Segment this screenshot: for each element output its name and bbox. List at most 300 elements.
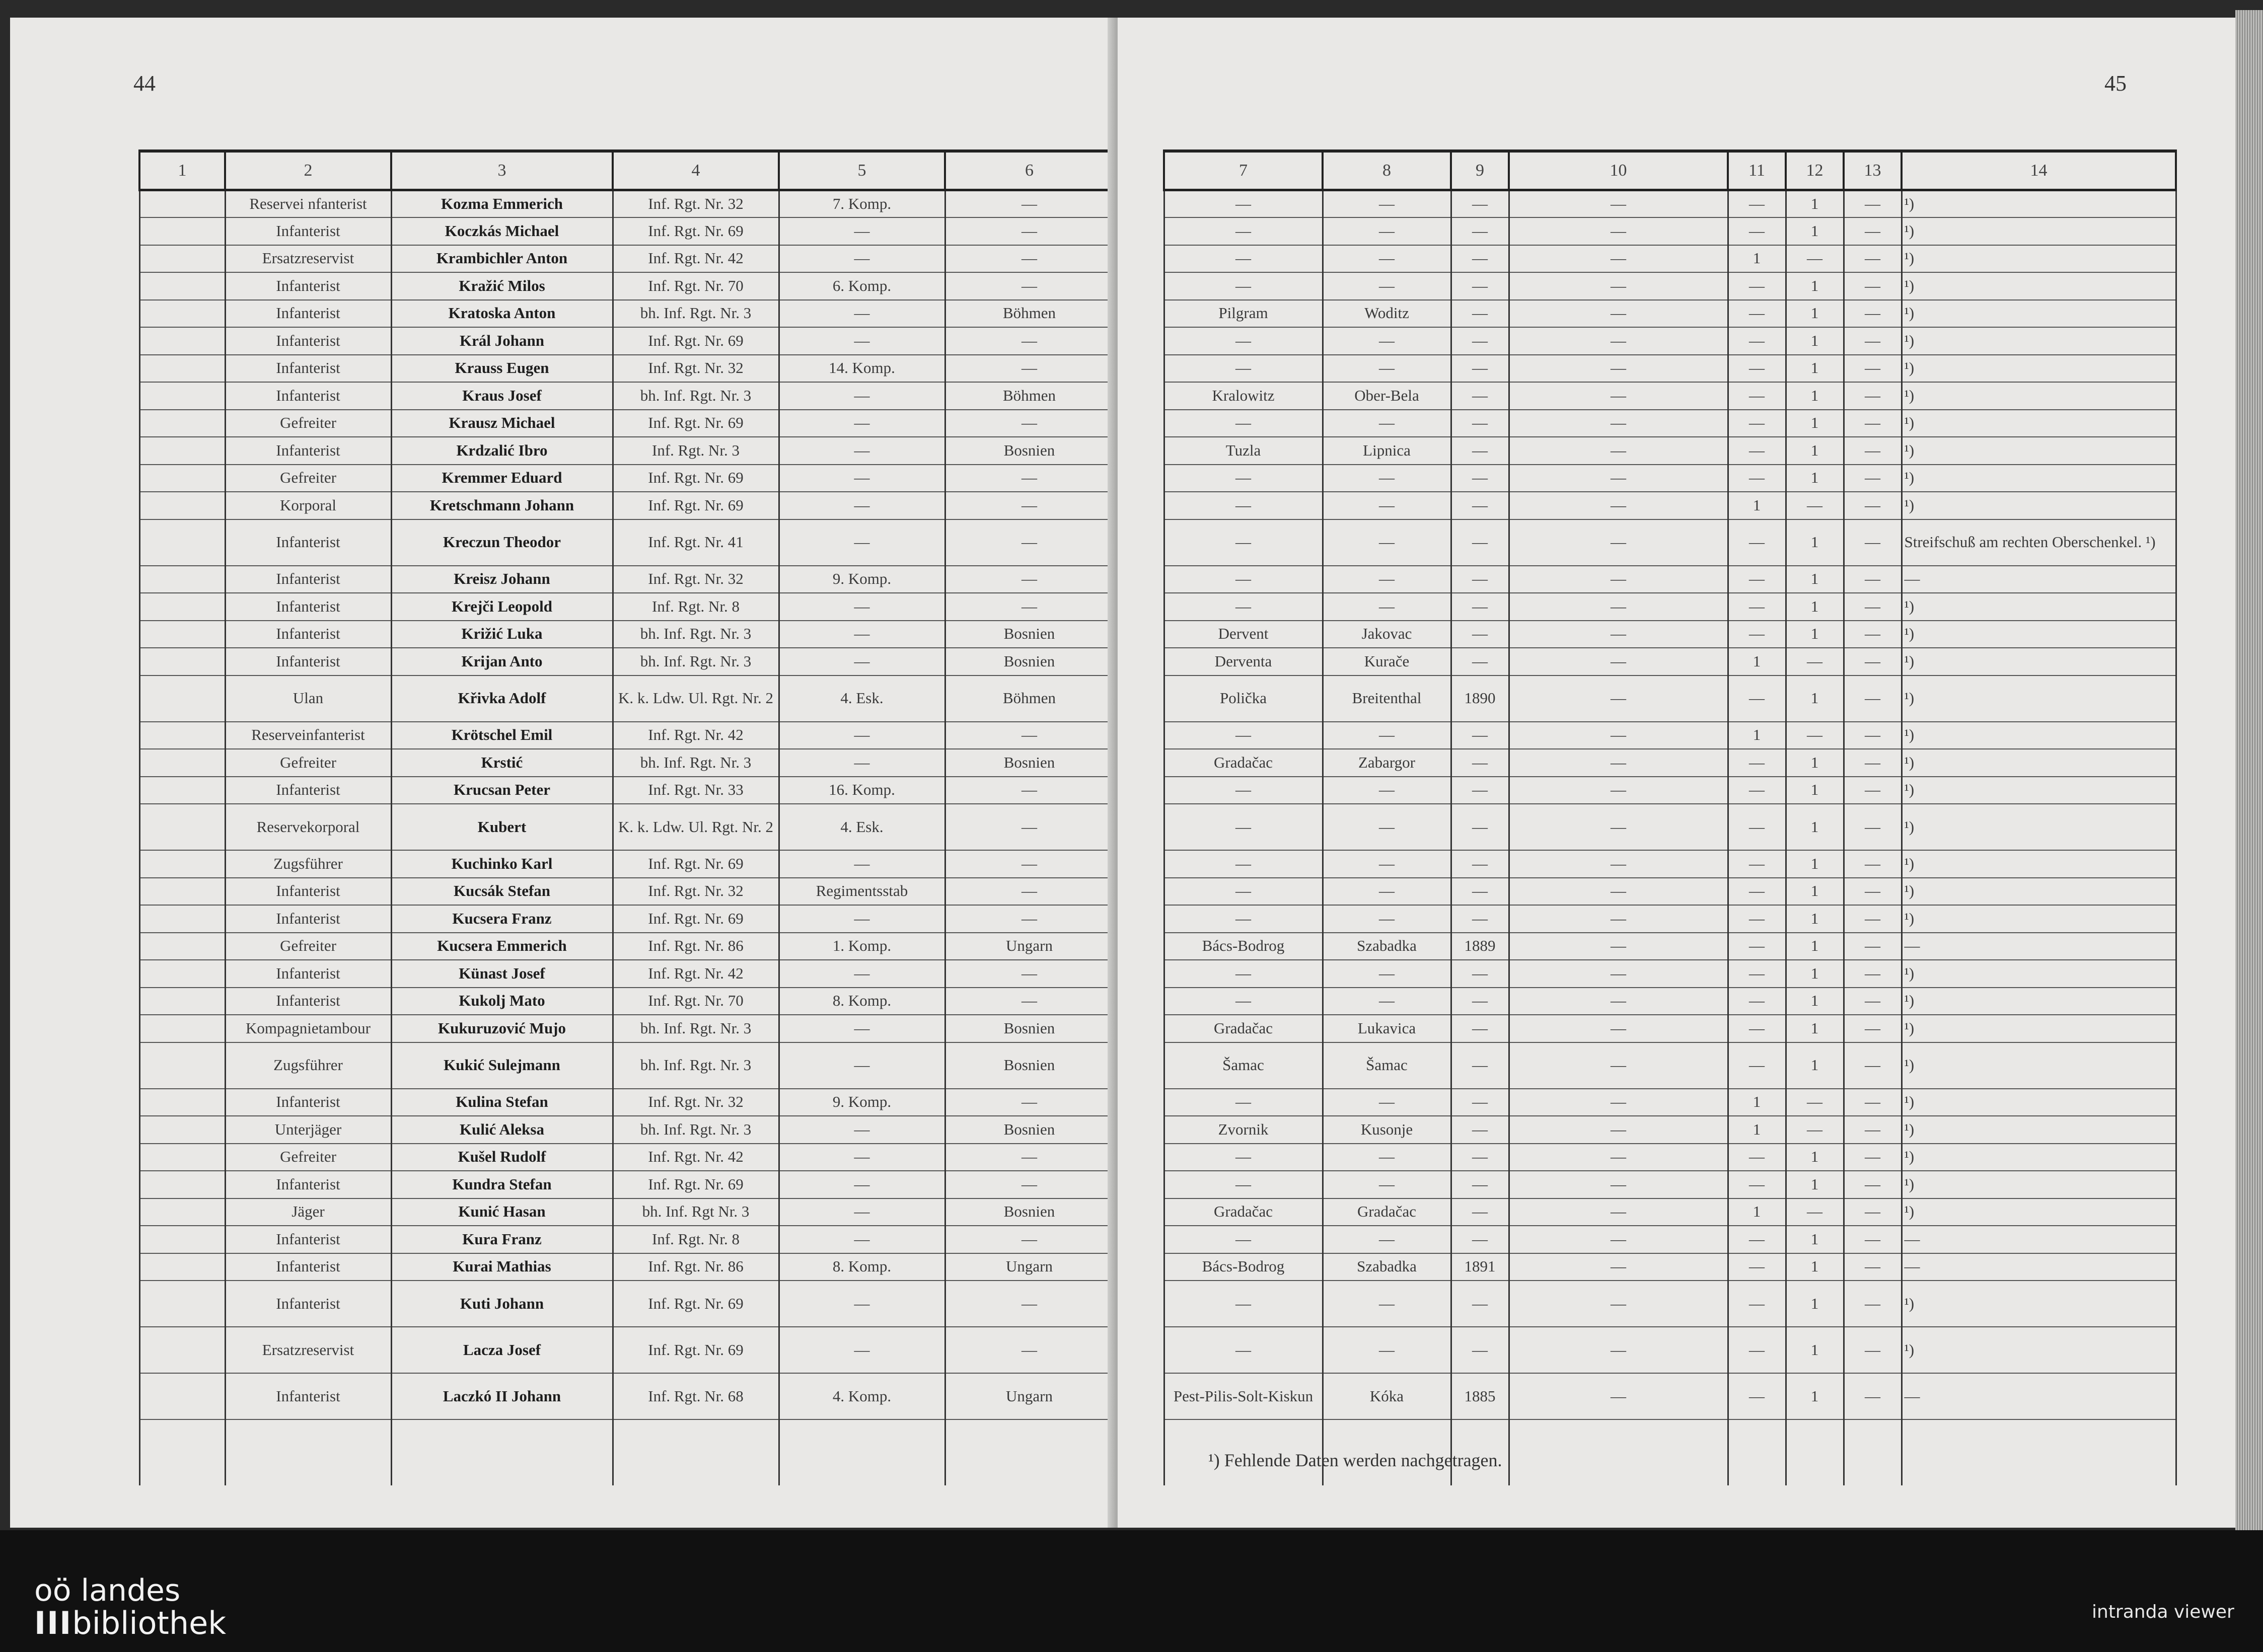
column-header: 3: [391, 151, 613, 190]
table-cell: —: [1451, 217, 1509, 245]
table-cell: bh. Inf. Rgt. Nr. 3: [613, 621, 779, 648]
table-cell: [139, 245, 225, 273]
table-cell: —: [1902, 566, 2176, 593]
table-cell: Kralowitz: [1164, 382, 1323, 410]
table-cell: —: [1844, 878, 1902, 906]
table-cell: 1: [1786, 217, 1844, 245]
table-cell: —: [1844, 519, 1902, 566]
table-cell: Infanterist: [225, 519, 391, 566]
table-cell: —: [1451, 621, 1509, 648]
table-cell: [139, 850, 225, 878]
table-row: [139, 749, 1114, 777]
table-cell: Infanterist: [225, 382, 391, 410]
table-cell: Kubert: [391, 804, 613, 850]
table-cell: [139, 1327, 225, 1373]
table-cell: —: [779, 621, 945, 648]
table-cell: —: [779, 492, 945, 519]
table-cell: 1: [1786, 437, 1844, 465]
table-cell: —: [1451, 1144, 1509, 1171]
table-cell: Zabargor: [1323, 749, 1451, 777]
table-cell: ¹): [1902, 905, 2176, 933]
table-cell: Gradačac: [1323, 1198, 1451, 1226]
table-row: [1164, 190, 2176, 218]
table-cell: 1885: [1451, 1373, 1509, 1419]
table-cell: [139, 382, 225, 410]
table-cell: 9. Komp.: [779, 566, 945, 593]
table-row: [139, 217, 1114, 245]
table-cell: —: [1728, 1253, 1786, 1281]
table-cell: —: [779, 327, 945, 355]
table-cell: —: [945, 190, 1114, 218]
table-row: [139, 327, 1114, 355]
table-cell: Krambichler Anton: [391, 245, 613, 273]
table-cell: Infanterist: [225, 1226, 391, 1253]
table-cell: 1: [1786, 749, 1844, 777]
table-cell: Infanterist: [225, 960, 391, 988]
table-cell: —: [1451, 905, 1509, 933]
table-row: [1164, 1089, 2176, 1116]
table-cell: Šamac: [1164, 1042, 1323, 1089]
table-cell: —: [1509, 382, 1728, 410]
table-cell: Zugsführer: [225, 1042, 391, 1089]
table-cell: —: [1844, 272, 1902, 300]
table-cell: —: [779, 749, 945, 777]
table-cell: 4. Esk.: [779, 804, 945, 850]
table-cell: [139, 1226, 225, 1253]
table-cell: —: [1323, 960, 1451, 988]
table-cell: [139, 1042, 225, 1089]
table-cell: 4. Komp.: [779, 1373, 945, 1419]
table-cell: —: [1786, 1089, 1844, 1116]
table-row: [139, 1015, 1114, 1042]
table-cell: Lacza Josef: [391, 1327, 613, 1373]
table-cell: —: [1164, 1327, 1323, 1373]
table-cell: [139, 988, 225, 1015]
table-cell: Kucsák Stefan: [391, 878, 613, 906]
table-cell: —: [779, 465, 945, 492]
table-cell: —: [1728, 878, 1786, 906]
table-cell: —: [1844, 1281, 1902, 1327]
table-cell: —: [779, 1042, 945, 1089]
table-cell: bh. Inf. Rgt. Nr. 3: [613, 1015, 779, 1042]
table-row: [139, 648, 1114, 675]
table-cell: —: [1451, 492, 1509, 519]
table-cell: Kušel Rudolf: [391, 1144, 613, 1171]
table-cell: —: [1509, 850, 1728, 878]
table-cell: Ungarn: [945, 933, 1114, 960]
table-cell: —: [779, 300, 945, 328]
table-cell: 1: [1786, 300, 1844, 328]
library-logo[interactable]: [34, 1575, 226, 1639]
table-cell: —: [1844, 1198, 1902, 1226]
table-cell: Inf. Rgt. Nr. 41: [613, 519, 779, 566]
table-cell: —: [1844, 749, 1902, 777]
table-cell: [139, 621, 225, 648]
table-row: [1164, 1144, 2176, 1171]
left-page: [10, 18, 1115, 1528]
table-cell: —: [1728, 593, 1786, 621]
table-cell: Krdzalić Ibro: [391, 437, 613, 465]
table-cell: —: [1728, 437, 1786, 465]
table-cell: —: [945, 850, 1114, 878]
table-cell: —: [1451, 1042, 1509, 1089]
table-cell: —: [1902, 1373, 2176, 1419]
table-cell: Pest-Pilis-Solt-Kiskun: [1164, 1373, 1323, 1419]
table-cell: Inf. Rgt. Nr. 69: [613, 1327, 779, 1373]
table-cell: —: [1323, 272, 1451, 300]
table-cell: ¹): [1902, 878, 2176, 906]
table-cell-empty: [225, 1419, 391, 1485]
table-cell: Infanterist: [225, 355, 391, 383]
table-cell: Kóka: [1323, 1373, 1451, 1419]
table-cell: Šamac: [1323, 1042, 1451, 1089]
table-cell: —: [779, 960, 945, 988]
table-cell: —: [1844, 437, 1902, 465]
table-cell: [139, 465, 225, 492]
table-cell: —: [1902, 933, 2176, 960]
table-cell: —: [1509, 355, 1728, 383]
table-cell: 1: [1786, 1144, 1844, 1171]
table-cell: Infanterist: [225, 988, 391, 1015]
table-cell: ¹): [1902, 1015, 2176, 1042]
table-cell: Jäger: [225, 1198, 391, 1226]
table-row: [139, 960, 1114, 988]
table-cell: 1890: [1451, 675, 1509, 722]
table-cell: 1: [1786, 1015, 1844, 1042]
table-cell: —: [1323, 722, 1451, 749]
table-cell: Krstić: [391, 749, 613, 777]
table-cell: —: [1509, 1015, 1728, 1042]
column-header: 5: [779, 151, 945, 190]
table-cell: —: [1164, 777, 1323, 804]
table-cell: 1: [1728, 492, 1786, 519]
table-cell: Kucsera Franz: [391, 905, 613, 933]
table-cell: —: [1164, 519, 1323, 566]
table-cell: Kundra Stefan: [391, 1171, 613, 1198]
table-cell: Inf. Rgt. Nr. 8: [613, 593, 779, 621]
table-cell: Inf. Rgt. Nr. 69: [613, 905, 779, 933]
table-cell: [139, 492, 225, 519]
table-cell: —: [945, 1226, 1114, 1253]
table-cell: 8. Komp.: [779, 1253, 945, 1281]
table-cell: —: [1451, 593, 1509, 621]
table-cell: —: [1509, 1171, 1728, 1198]
table-cell: —: [1509, 988, 1728, 1015]
table-cell: —: [1844, 1373, 1902, 1419]
table-cell: Bosnien: [945, 1116, 1114, 1144]
table-cell: —: [1164, 327, 1323, 355]
table-cell: —: [1509, 905, 1728, 933]
table-cell: Kusonje: [1323, 1116, 1451, 1144]
table-cell: —: [1323, 1089, 1451, 1116]
table-cell: Zugsführer: [225, 850, 391, 878]
table-row: [1164, 1373, 2176, 1419]
table-cell: —: [945, 410, 1114, 437]
table-cell: —: [1844, 1253, 1902, 1281]
table-cell: —: [1728, 355, 1786, 383]
table-cell-empty: [779, 1419, 945, 1485]
table-cell: Inf. Rgt. Nr. 32: [613, 566, 779, 593]
table-cell: 1: [1786, 190, 1844, 218]
table-cell: Inf. Rgt. Nr. 86: [613, 1253, 779, 1281]
casualty-table-left: [138, 149, 1115, 1485]
table-cell: —: [779, 905, 945, 933]
table-cell: —: [779, 382, 945, 410]
table-cell: —: [945, 777, 1114, 804]
table-cell: Ober-Bela: [1323, 382, 1451, 410]
table-cell: —: [1728, 566, 1786, 593]
table-row: [1164, 933, 2176, 960]
table-cell: —: [779, 437, 945, 465]
table-cell: Bosnien: [945, 648, 1114, 675]
table-cell: 1: [1786, 878, 1844, 906]
table-row: [139, 300, 1114, 328]
table-cell: Infanterist: [225, 327, 391, 355]
table-cell: —: [945, 1281, 1114, 1327]
table-cell: Lipnica: [1323, 437, 1451, 465]
table-row: [1164, 1015, 2176, 1042]
table-row: [1164, 1116, 2176, 1144]
table-cell: Lukavica: [1323, 1015, 1451, 1042]
table-cell: —: [1786, 1198, 1844, 1226]
table-cell: Bosnien: [945, 437, 1114, 465]
table-cell: 8. Komp.: [779, 988, 945, 1015]
table-cell: —: [779, 722, 945, 749]
table-row: [139, 1171, 1114, 1198]
table-row: [139, 1253, 1114, 1281]
table-cell: —: [1728, 1373, 1786, 1419]
table-cell: —: [1323, 1226, 1451, 1253]
table-cell: —: [1451, 988, 1509, 1015]
table-cell: Tuzla: [1164, 437, 1323, 465]
table-cell: Reservei nfanterist: [225, 190, 391, 218]
table-cell: 1: [1786, 905, 1844, 933]
table-cell: Inf. Rgt. Nr. 69: [613, 1281, 779, 1327]
table-cell: —: [1509, 1144, 1728, 1171]
table-cell: —: [945, 722, 1114, 749]
table-cell: —: [1509, 1198, 1728, 1226]
table-cell: ¹): [1902, 1042, 2176, 1089]
table-cell: Regimentsstab: [779, 878, 945, 906]
table-cell: 1: [1786, 777, 1844, 804]
table-row: [139, 933, 1114, 960]
table-cell: Korporal: [225, 492, 391, 519]
table-cell: —: [1451, 465, 1509, 492]
table-cell: —: [1509, 804, 1728, 850]
table-cell: —: [1164, 190, 1323, 218]
table-cell: —: [1164, 272, 1323, 300]
table-cell: —: [1323, 217, 1451, 245]
table-cell: 1: [1786, 355, 1844, 383]
table-cell: —: [1164, 566, 1323, 593]
table-cell: —: [1451, 300, 1509, 328]
table-cell: Kukuruzović Mujo: [391, 1015, 613, 1042]
table-cell: —: [1728, 675, 1786, 722]
table-cell: ¹): [1902, 272, 2176, 300]
table-cell: —: [1509, 190, 1728, 218]
table-cell: Inf. Rgt. Nr. 69: [613, 492, 779, 519]
table-cell: —: [1844, 410, 1902, 437]
table-cell: —: [1164, 1281, 1323, 1327]
table-cell: —: [1451, 272, 1509, 300]
table-cell: Kukić Sulejmann: [391, 1042, 613, 1089]
table-cell: —: [1728, 1281, 1786, 1327]
table-row: [1164, 327, 2176, 355]
table-cell: —: [1728, 1015, 1786, 1042]
table-cell: 16. Komp.: [779, 777, 945, 804]
table-cell: —: [1164, 355, 1323, 383]
table-cell: Krötschel Emil: [391, 722, 613, 749]
table-cell: ¹): [1902, 621, 2176, 648]
page-edge-stack: [2235, 10, 2263, 1530]
table-cell: 7. Komp.: [779, 190, 945, 218]
table-cell: —: [1323, 1144, 1451, 1171]
table-cell: [139, 905, 225, 933]
table-cell: —: [945, 1089, 1114, 1116]
table-cell: 1: [1786, 1171, 1844, 1198]
table-cell: —: [1509, 1327, 1728, 1373]
table-cell: 1: [1786, 1253, 1844, 1281]
table-cell: —: [1164, 1226, 1323, 1253]
table-cell: —: [1451, 722, 1509, 749]
table-cell: —: [1509, 1089, 1728, 1116]
table-cell: ¹): [1902, 593, 2176, 621]
table-cell: Inf. Rgt. Nr. 33: [613, 777, 779, 804]
table-cell: Gradačac: [1164, 1198, 1323, 1226]
table-cell: Kurai Mathias: [391, 1253, 613, 1281]
table-cell: —: [1451, 850, 1509, 878]
table-cell: —: [1164, 1144, 1323, 1171]
table-cell: Böhmen: [945, 675, 1114, 722]
table-cell: —: [779, 1327, 945, 1373]
table-cell: —: [1844, 566, 1902, 593]
table-cell: [139, 410, 225, 437]
table-cell: —: [779, 217, 945, 245]
table-cell: Ulan: [225, 675, 391, 722]
table-cell: —: [945, 465, 1114, 492]
table-cell: —: [779, 519, 945, 566]
table-cell: Gefreiter: [225, 933, 391, 960]
table-cell: —: [1509, 1281, 1728, 1327]
table-cell: —: [1323, 1281, 1451, 1327]
table-cell: —: [1844, 777, 1902, 804]
column-header: 1: [139, 151, 225, 190]
table-cell: —: [1728, 465, 1786, 492]
table-row: [1164, 217, 2176, 245]
table-cell: ¹): [1902, 722, 2176, 749]
table-cell: 1: [1728, 245, 1786, 273]
table-cell: —: [1844, 1116, 1902, 1144]
table-cell: Kreisz Johann: [391, 566, 613, 593]
table-cell: ¹): [1902, 465, 2176, 492]
table-row: [1164, 1327, 2176, 1373]
table-cell: Infanterist: [225, 1171, 391, 1198]
table-row: [1164, 960, 2176, 988]
table-cell: Infanterist: [225, 593, 391, 621]
table-cell: —: [1844, 648, 1902, 675]
table-cell: —: [1164, 492, 1323, 519]
table-cell: —: [1509, 519, 1728, 566]
table-cell: [139, 777, 225, 804]
table-cell: Streifschuß am rechten Oberschenkel. ¹): [1902, 519, 2176, 566]
table-cell: 1. Komp.: [779, 933, 945, 960]
table-row: [1164, 465, 2176, 492]
table-cell: Inf. Rgt. Nr. 86: [613, 933, 779, 960]
table-cell: Woditz: [1323, 300, 1451, 328]
table-row: [139, 722, 1114, 749]
table-cell: —: [779, 850, 945, 878]
table-cell: Inf. Rgt. Nr. 70: [613, 988, 779, 1015]
table-cell: —: [1451, 1226, 1509, 1253]
table-cell: 1: [1786, 410, 1844, 437]
table-cell: —: [1844, 804, 1902, 850]
table-cell: Infanterist: [225, 777, 391, 804]
table-cell: ¹): [1902, 1198, 2176, 1226]
table-cell: 1: [1786, 327, 1844, 355]
table-row: [139, 355, 1114, 383]
table-cell: —: [1323, 190, 1451, 218]
table-cell: Kozma Emmerich: [391, 190, 613, 218]
table-cell: —: [1164, 960, 1323, 988]
table-cell: —: [1509, 300, 1728, 328]
table-cell: 1: [1786, 1226, 1844, 1253]
table-row: [139, 1327, 1114, 1373]
table-cell: ¹): [1902, 1089, 2176, 1116]
table-cell: ¹): [1902, 804, 2176, 850]
table-cell: 1891: [1451, 1253, 1509, 1281]
table-cell: bh. Inf. Rgt. Nr. 3: [613, 382, 779, 410]
table-row: [1164, 648, 2176, 675]
table-cell: 1: [1786, 519, 1844, 566]
column-header: 12: [1786, 151, 1844, 190]
table-cell: —: [1509, 777, 1728, 804]
table-cell: 1: [1786, 272, 1844, 300]
column-header: 8: [1323, 151, 1451, 190]
table-cell: ¹): [1902, 217, 2176, 245]
table-cell: [139, 749, 225, 777]
table-cell: Zvornik: [1164, 1116, 1323, 1144]
table-cell: Krejči Leopold: [391, 593, 613, 621]
table-cell: —: [1509, 327, 1728, 355]
table-cell: —: [1728, 1144, 1786, 1171]
table-cell: Krijan Anto: [391, 648, 613, 675]
table-cell: —: [1728, 749, 1786, 777]
table-cell: K. k. Ldw. Ul. Rgt. Nr. 2: [613, 804, 779, 850]
table-cell: —: [1844, 245, 1902, 273]
table-row: [139, 621, 1114, 648]
table-cell: Dervent: [1164, 621, 1323, 648]
table-cell: —: [1728, 804, 1786, 850]
table-cell: K. k. Ldw. Ul. Rgt. Nr. 2: [613, 675, 779, 722]
table-cell: Inf. Rgt. Nr. 69: [613, 410, 779, 437]
table-cell: Bosnien: [945, 1198, 1114, 1226]
table-cell: —: [1728, 1327, 1786, 1373]
table-cell: Reservekorporal: [225, 804, 391, 850]
table-cell: —: [1786, 1116, 1844, 1144]
table-cell: —: [1509, 1116, 1728, 1144]
table-cell: —: [1451, 190, 1509, 218]
table-cell: bh. Inf. Rgt. Nr. 3: [613, 648, 779, 675]
table-cell: [139, 933, 225, 960]
table-cell: —: [1509, 1042, 1728, 1089]
table-cell: —: [1323, 327, 1451, 355]
table-row: [139, 410, 1114, 437]
table-cell: Inf. Rgt. Nr. 69: [613, 465, 779, 492]
table-cell: —: [1323, 988, 1451, 1015]
table-cell: [139, 648, 225, 675]
table-cell: —: [1728, 777, 1786, 804]
footnote: ¹) Fehlende Daten werden nachgetragen.: [1208, 1450, 1502, 1470]
